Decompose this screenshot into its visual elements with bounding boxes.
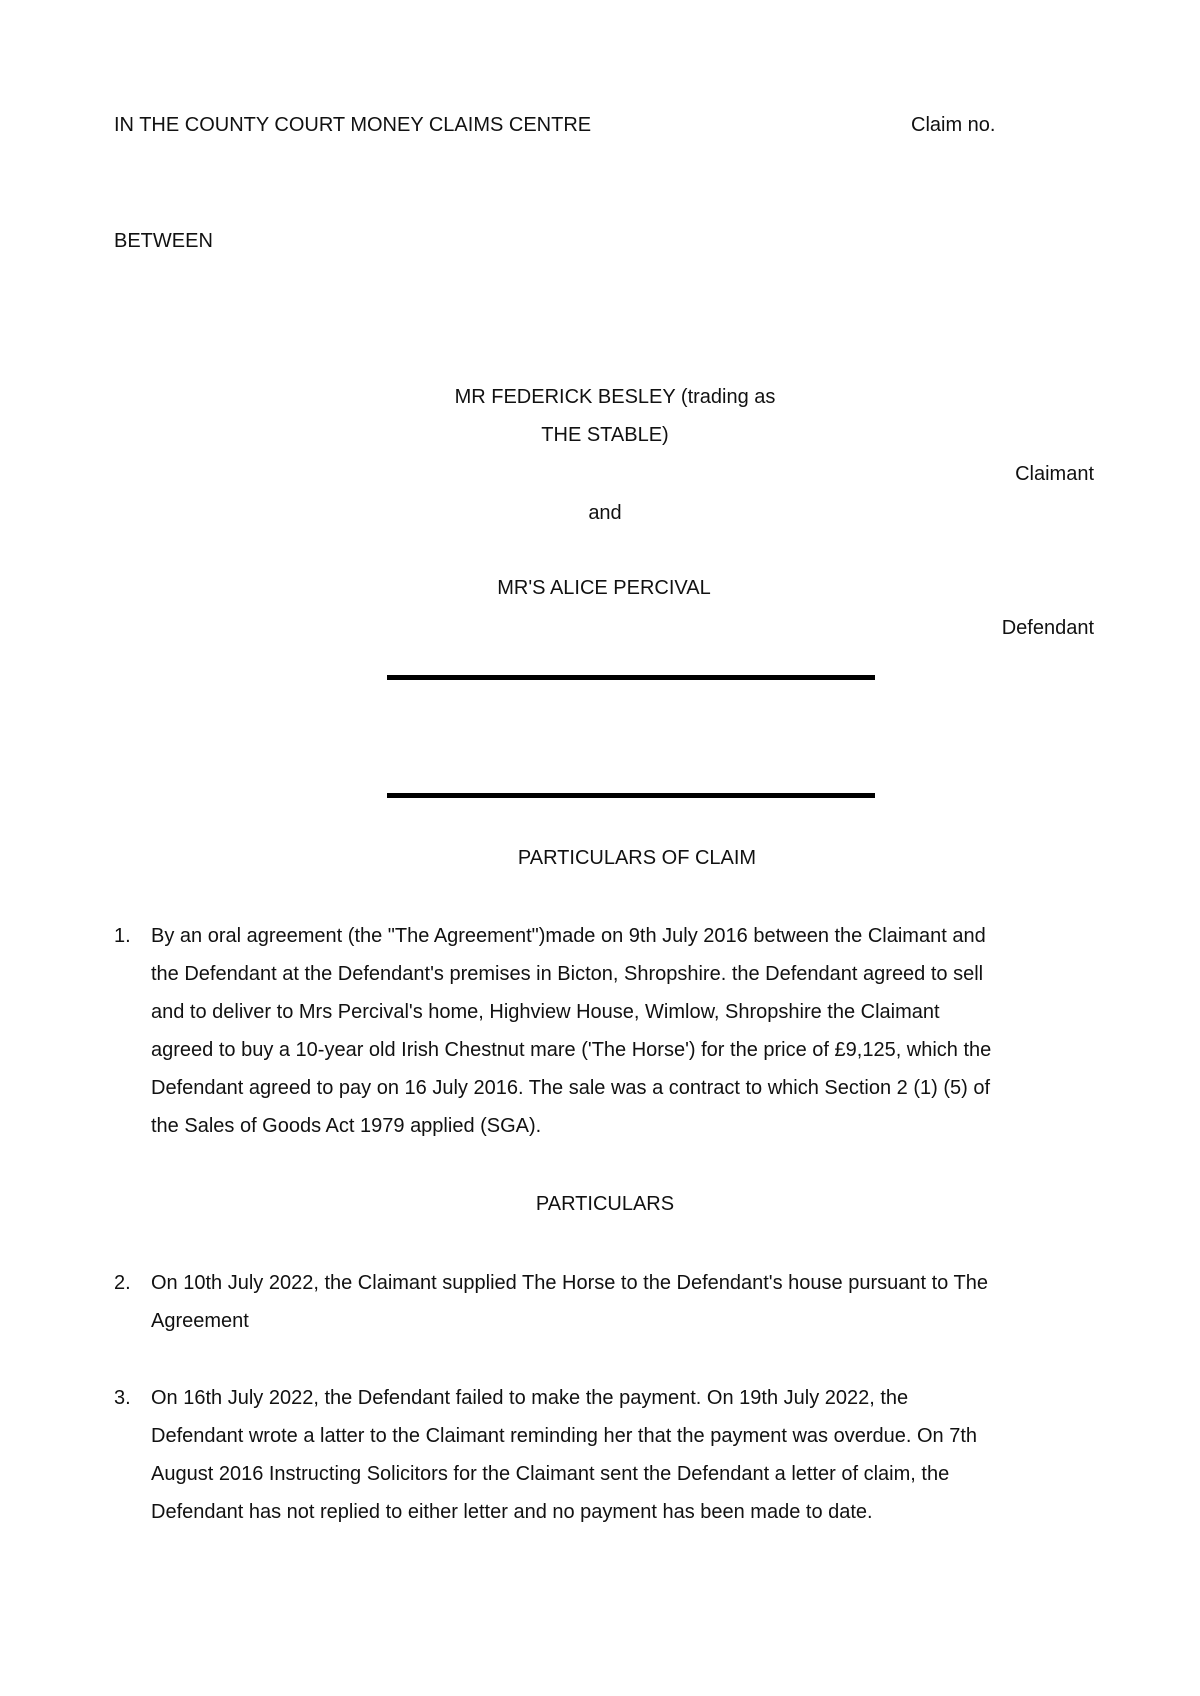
divider-rule-top: [387, 675, 875, 680]
paragraph-line: Agreement: [151, 1310, 249, 1332]
paragraph-body: [151, 1264, 1094, 1340]
paragraph-line: Defendant has not replied to either letter and no payment has been made to date.: [151, 1501, 873, 1523]
paragraph-line: the Defendant at the Defendant's premises in Bicton, Shropshire. the Defendant agreed to sell: [151, 963, 984, 985]
paragraph-number: 2.: [114, 1272, 131, 1294]
divider-rule-bottom: [387, 793, 875, 798]
and-label: and: [588, 502, 622, 524]
paragraph-line: and to deliver to Mrs Percival's home, Highview House, Wimlow, Shropshire the Claimant: [151, 1001, 940, 1023]
defendant-role-label: Defendant: [1001, 617, 1094, 639]
document-title: PARTICULARS OF CLAIM: [517, 847, 757, 869]
paragraph-line: On 16th July 2022, the Defendant failed to make the payment. On 19th July 2022, the: [151, 1387, 909, 1409]
paragraph-line: On 10th July 2022, the Claimant supplied The Horse to the Defendant's house pursuant to The: [151, 1272, 988, 1294]
paragraph-line: the Sales of Goods Act 1979 applied (SGA).: [151, 1115, 542, 1137]
claim-number-label: Claim no.: [911, 114, 996, 136]
paragraph-body: [151, 917, 1094, 1145]
paragraph-line: Defendant agreed to pay on 16 July 2016. The sale was a contract to which Section 2 (1) (5) of: [151, 1077, 991, 1099]
claimant-name-line1: MR FEDERICK BESLEY (trading as: [454, 386, 776, 408]
paragraph-number: 3.: [114, 1387, 131, 1409]
particulars-subheading: PARTICULARS: [535, 1193, 675, 1215]
paragraph-line: By an oral agreement (the "The Agreement")made on 9th July 2016 between the Claimant and: [151, 925, 986, 947]
claimant-name-line2: THE STABLE): [541, 424, 669, 446]
paragraph-line: Defendant wrote a latter to the Claimant reminding her that the payment was overdue. On 7th: [151, 1425, 978, 1447]
paragraph-line: August 2016 Instructing Solicitors for the Claimant sent the Defendant a letter of claim, the: [151, 1463, 950, 1485]
paragraph-number: 1.: [114, 925, 131, 947]
court-name: IN THE COUNTY COURT MONEY CLAIMS CENTRE: [114, 114, 592, 136]
between-label: BETWEEN: [114, 230, 213, 252]
paragraph-body: [151, 1379, 1094, 1531]
claimant-role-label: Claimant: [1015, 463, 1094, 485]
paragraph-line: agreed to buy a 10-year old Irish Chestnut mare ('The Horse') for the price of £9,125, which the: [151, 1039, 992, 1061]
defendant-name: MR'S ALICE PERCIVAL: [497, 577, 711, 599]
